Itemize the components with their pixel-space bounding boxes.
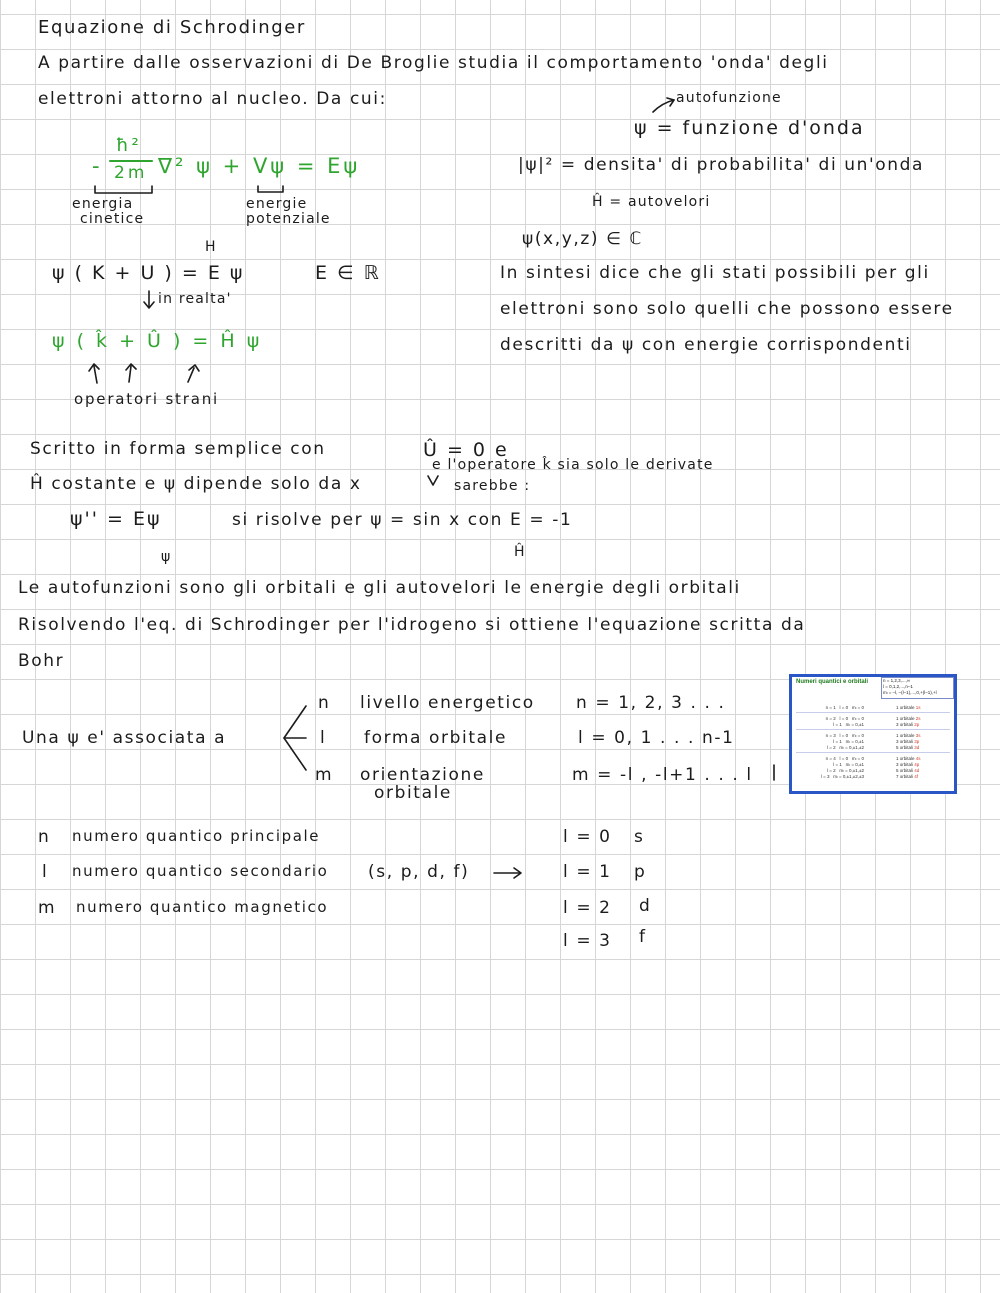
association-desc-l: forma orbitale xyxy=(364,728,508,748)
thumb-row-orbital: 4s xyxy=(915,756,921,761)
summary-line-2: elettroni sono solo quelli che possono essere xyxy=(500,299,954,319)
operatori-strani-label: operatori strani xyxy=(74,390,219,408)
u-zero: Û = 0 e xyxy=(423,439,509,461)
kinetic-bracket xyxy=(95,186,152,193)
subshell-letter-s: s xyxy=(634,827,645,847)
check-mark xyxy=(428,476,438,485)
h-label: H xyxy=(205,239,217,255)
thumb-row-count: 3 orbitali 4p xyxy=(896,762,920,767)
simple-line-1: Scritto in forma semplice con xyxy=(30,439,326,459)
operator-arrow-2 xyxy=(129,366,131,382)
thumb-row-count: 5 orbitali 3d xyxy=(896,745,920,750)
thumb-row-count: 1 orbitale 4s xyxy=(896,756,921,761)
thumb-title: Numeri quantici e orbitali xyxy=(796,679,869,685)
qn-name-m: numero quantico magnetico xyxy=(76,898,329,916)
thumb-row-orbital: 1s xyxy=(915,705,921,710)
autofunzione-label: autofunzione xyxy=(676,90,782,106)
thumb-row-count: 1 orbitale 3s xyxy=(896,733,921,738)
kinetic-label-1: energia xyxy=(72,196,134,212)
simple-line-2: Ĥ costante e ψ dipende solo da x xyxy=(30,474,362,494)
thumb-header: n = 1,2,3,...,∞ l = 0,1,2,...,n–1 mₗ = –l, –(l–1),...,0,+(l–1),+l xyxy=(881,677,954,699)
subshell-letter-p: p xyxy=(634,862,647,882)
thumb-separator xyxy=(796,752,950,753)
complex-definition: ψ(x,y,z) ∈ ℂ xyxy=(522,229,644,249)
thumb-row-orbital: 3d xyxy=(914,745,920,750)
sarebbe-label: sarebbe : xyxy=(454,478,531,494)
intro-line-2: elettroni attorno al nucleo. Da cui: xyxy=(38,89,387,109)
association-desc-m: orientazione xyxy=(360,765,485,785)
thumb-row-numbers: n = 1 l = 0 mₗ = 0 xyxy=(825,705,864,710)
equation-minus: - xyxy=(92,154,103,178)
association-symbol-m: m xyxy=(315,765,334,785)
thumb-row-numbers: n = 4 l = 0 mₗ = 0 xyxy=(825,756,864,761)
orbitals-line-2: Risolvendo l'eq. di Schrodinger per l'idrogeno si ottiene l'equazione scritta da xyxy=(18,615,806,635)
thumb-row-count: 1 orbitale 2s xyxy=(896,716,921,721)
in-realta-label: in realta' xyxy=(158,291,232,307)
thumb-row-numbers: l = 3 mₗ = 0,±1,±2,±3 xyxy=(820,774,864,779)
qn-symbol-n: n xyxy=(38,827,51,847)
subshell-l-1: l = 1 xyxy=(563,862,612,882)
thumb-separator xyxy=(796,729,950,730)
summary-line-3: descritti da ψ con energie corrispondenti xyxy=(500,335,912,355)
thumb-row-numbers: l = 2 mₗ = 0,±1,±2 xyxy=(827,745,864,750)
qn-symbol-l: l xyxy=(42,862,49,882)
density-definition: |ψ|² = densita' di probabilita' di un'onda xyxy=(518,155,925,175)
potential-label-1: energie xyxy=(246,196,308,212)
real-energy: E ∈ ℝ xyxy=(315,262,381,284)
subshell-letter-d: d xyxy=(639,896,652,916)
page-title: Equazione di Schrodinger xyxy=(38,17,306,38)
psi-label: ψ xyxy=(161,549,172,565)
equation-rest: ∇² ψ + Vψ = Eψ xyxy=(158,154,361,178)
psi-definition: ψ = funzione d'onda xyxy=(634,117,865,139)
thumb-row-orbital: 4f xyxy=(914,774,919,779)
thumb-separator xyxy=(796,712,950,713)
thumb-row-count: 7 orbitali 4f xyxy=(896,774,919,779)
equation-fraction-denominator: 2m xyxy=(114,163,148,183)
simple-equation: ψ'' = Eψ xyxy=(70,508,162,530)
operator-equation-2: ψ ( k̂ + Û ) = Ĥ ψ xyxy=(52,330,263,352)
association-lead: Una ψ e' associata a xyxy=(22,728,227,748)
thumb-row-orbital: 4d xyxy=(914,768,920,773)
thumb-row-orbital: 2s xyxy=(915,716,921,721)
qn-symbol-m: m xyxy=(38,898,57,918)
orbitals-line-3: Bohr xyxy=(18,651,65,671)
thumb-row-count: 1 orbitale 1s xyxy=(896,705,921,710)
association-values-l: l = 0, 1 . . . n-1 xyxy=(578,728,735,748)
subshell-l-2: l = 2 xyxy=(563,898,612,918)
potential-bracket xyxy=(258,186,283,192)
association-desc-n: livello energetico xyxy=(360,693,535,713)
association-values-n: n = 1, 2, 3 . . . xyxy=(576,693,726,713)
potential-label-2: potenziale xyxy=(246,211,331,227)
thumb-row-orbital: 2p xyxy=(914,722,920,727)
subshell-letter-f: f xyxy=(639,927,647,947)
operator-equation-1: ψ ( K + U ) = E ψ xyxy=(52,262,245,284)
hamiltonian-definition: Ĥ = autovelori xyxy=(592,194,711,210)
operator-arrow-1 xyxy=(94,366,97,383)
hamiltonian-label: Ĥ xyxy=(514,544,526,560)
qn-extra-l: (s, p, d, f) xyxy=(368,862,470,882)
association-desc-m-2: orbitale xyxy=(374,783,452,803)
association-symbol-l: l xyxy=(320,728,327,748)
operator-note: e l'operatore k̂ sia solo le derivate xyxy=(432,457,714,473)
thumb-row-count: 3 orbitali 2p xyxy=(896,722,920,727)
thumb-row-numbers: n = 3 l = 0 mₗ = 0 xyxy=(825,733,864,738)
thumb-row-orbital: 3p xyxy=(914,739,920,744)
kinetic-label-2: cinetice xyxy=(80,211,145,227)
qn-name-l: numero quantico secondario xyxy=(72,862,329,880)
quantum-numbers-table-image xyxy=(789,674,957,794)
thumb-row-numbers: l = 2 mₗ = 0,±1,±2 xyxy=(827,768,864,773)
thumb-row-numbers: n = 2 l = 0 mₗ = 0 xyxy=(825,716,864,721)
orbitals-line-1: Le autofunzioni sono gli orbitali e gli autovelori le energie degli orbitali xyxy=(18,578,741,598)
thumb-row-numbers: l = 1 mₗ = 0,±1 xyxy=(833,762,864,767)
thumb-row-numbers: l = 1 mₗ = 0,±1 xyxy=(833,722,864,727)
summary-line-1: In sintesi dice che gli stati possibili per gli xyxy=(500,263,930,283)
thumb-row-numbers: l = 1 mₗ = 0,±1 xyxy=(833,739,864,744)
association-values-m: m = -l , -l+1 . . . l xyxy=(572,765,753,785)
subshell-l-3: l = 3 xyxy=(563,931,612,951)
qn-name-n: numero quantico principale xyxy=(72,827,321,845)
subshell-l-0: l = 0 xyxy=(563,827,612,847)
equation-fraction-numerator: ħ² xyxy=(116,135,142,156)
thumb-row-count: 3 orbitali 3p xyxy=(896,739,920,744)
solve-line: si risolve per ψ = sin x con E = -1 xyxy=(232,510,573,530)
thumb-row-count: 5 orbitali 4d xyxy=(896,768,920,773)
association-symbol-n: n xyxy=(318,693,331,713)
intro-line-1: A partire dalle osservazioni di De Broglie studia il comportamento 'onda' degli xyxy=(38,53,829,73)
thumb-row-orbital: 3s xyxy=(915,733,921,738)
thumb-row-orbital: 4p xyxy=(914,762,920,767)
